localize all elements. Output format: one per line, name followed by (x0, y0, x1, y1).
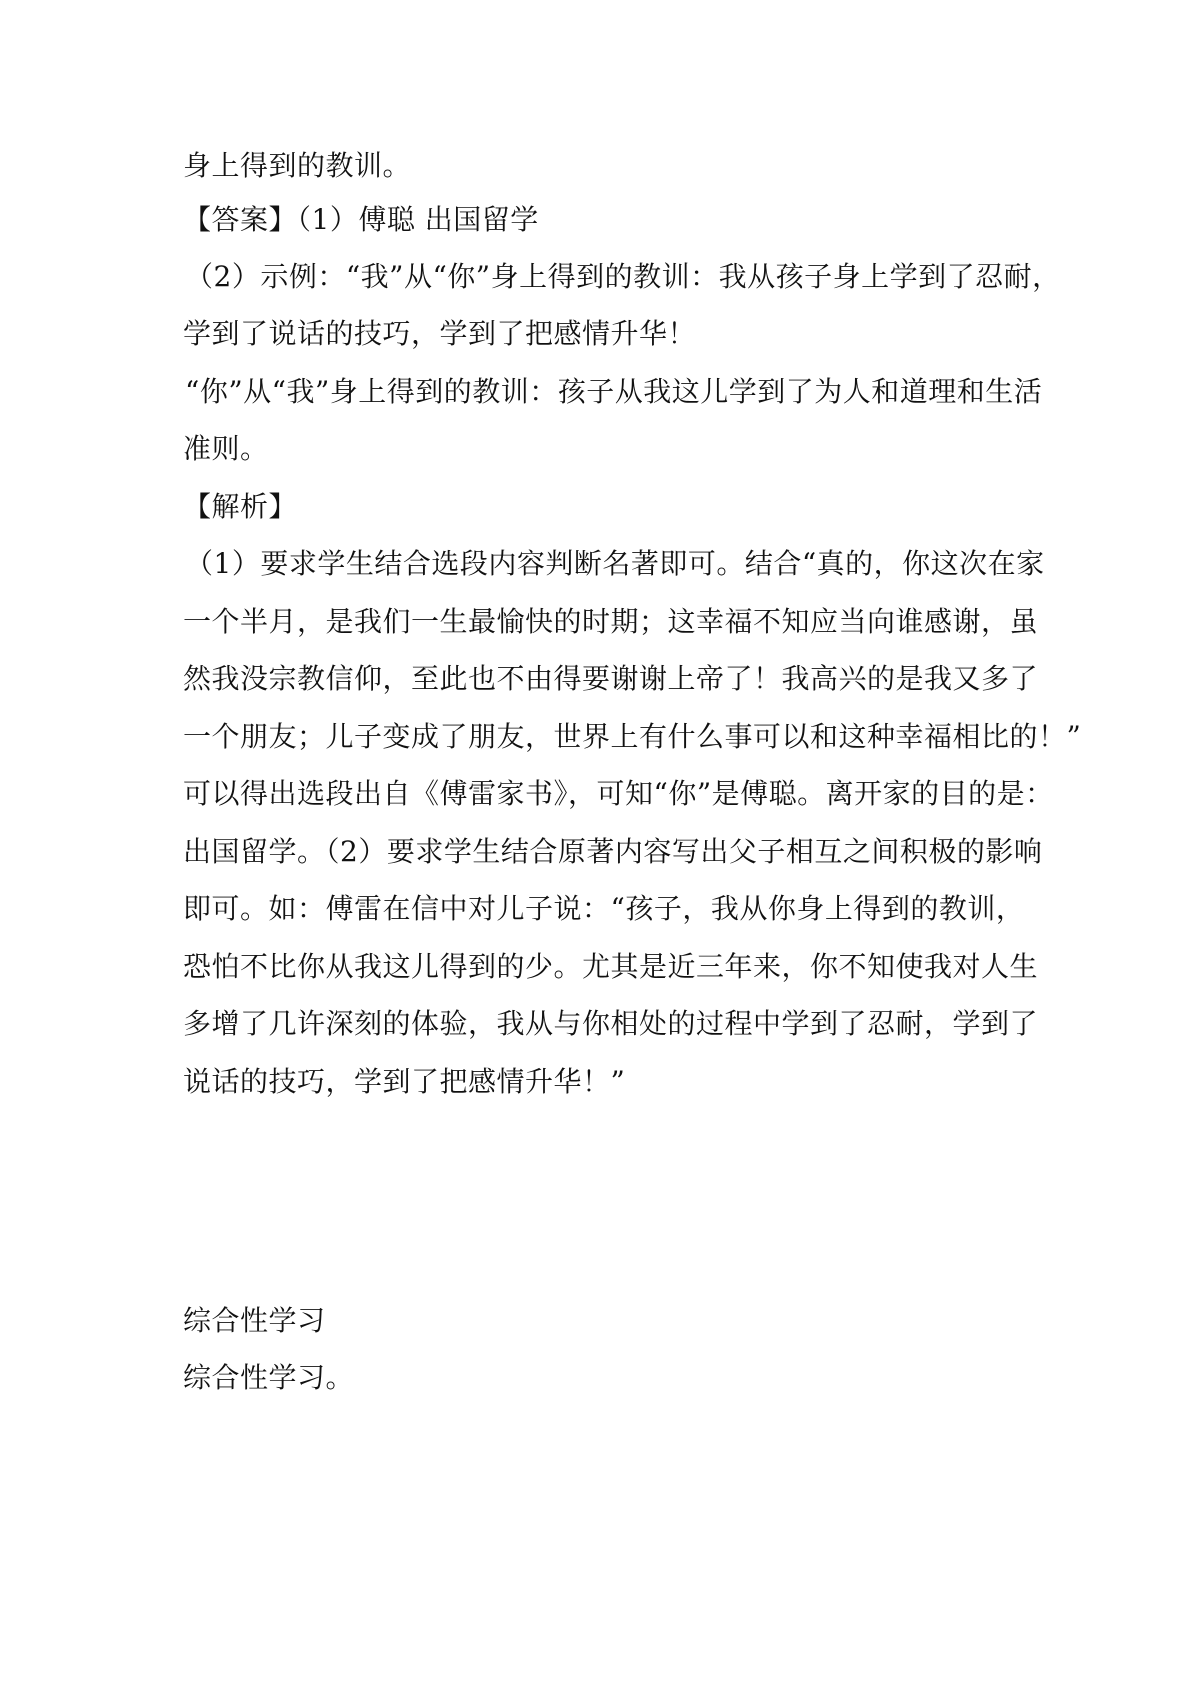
text-line: 可以得出选段出自《傅雷家书》，可知“你”是傅聪。离开家的目的是： (183, 777, 1054, 810)
text-line: 然我没宗教信仰，至此也不由得要谢谢上帝了！我高兴的是我又多了 (183, 662, 1039, 695)
text-line: 多增了几许深刻的体验，我从与你相处的过程中学到了忍耐，学到了 (183, 1007, 1039, 1040)
text-line: 一个半月，是我们一生最愉快的时期；这幸福不知应当向谁感谢，虽 (183, 605, 1039, 638)
text-line: 身上得到的教训。 (183, 149, 412, 182)
text-line: “你”从“我”身上得到的教训：孩子从我这儿学到了为人和道理和生活 (185, 375, 1043, 408)
section-title: 综合性学习 (183, 1304, 326, 1337)
text-line: 即可。如：傅雷在信中对儿子说：“孩子，我从你身上得到的教训， (183, 892, 1025, 925)
text-line: 说话的技巧，学到了把感情升华！” (183, 1065, 626, 1098)
text-line: 一个朋友；儿子变成了朋友，世界上有什么事可以和这种幸福相比的！” (183, 720, 1082, 753)
text-line: （2）示例：“我”从“你”身上得到的教训：我从孩子身上学到了忍耐， (185, 260, 1061, 293)
answer-heading-line: 【答案】（1）傅聪 出国留学 (183, 203, 539, 236)
text-line: （1）要求学生结合选段内容判断名著即可。结合“真的，你这次在家 (185, 547, 1045, 580)
text-line: 恐怕不比你从我这儿得到的少。尤其是近三年来，你不知使我对人生 (183, 950, 1039, 983)
text-line: 出国留学。（2）要求学生结合原著内容写出父子相互之间积极的影响 (183, 835, 1043, 868)
section-body: 综合性学习。 (183, 1361, 355, 1394)
analysis-heading-line: 【解析】 (183, 490, 298, 523)
text-line: 学到了说话的技巧，学到了把感情升华！ (183, 317, 697, 350)
text-line: 准则。 (183, 432, 269, 465)
